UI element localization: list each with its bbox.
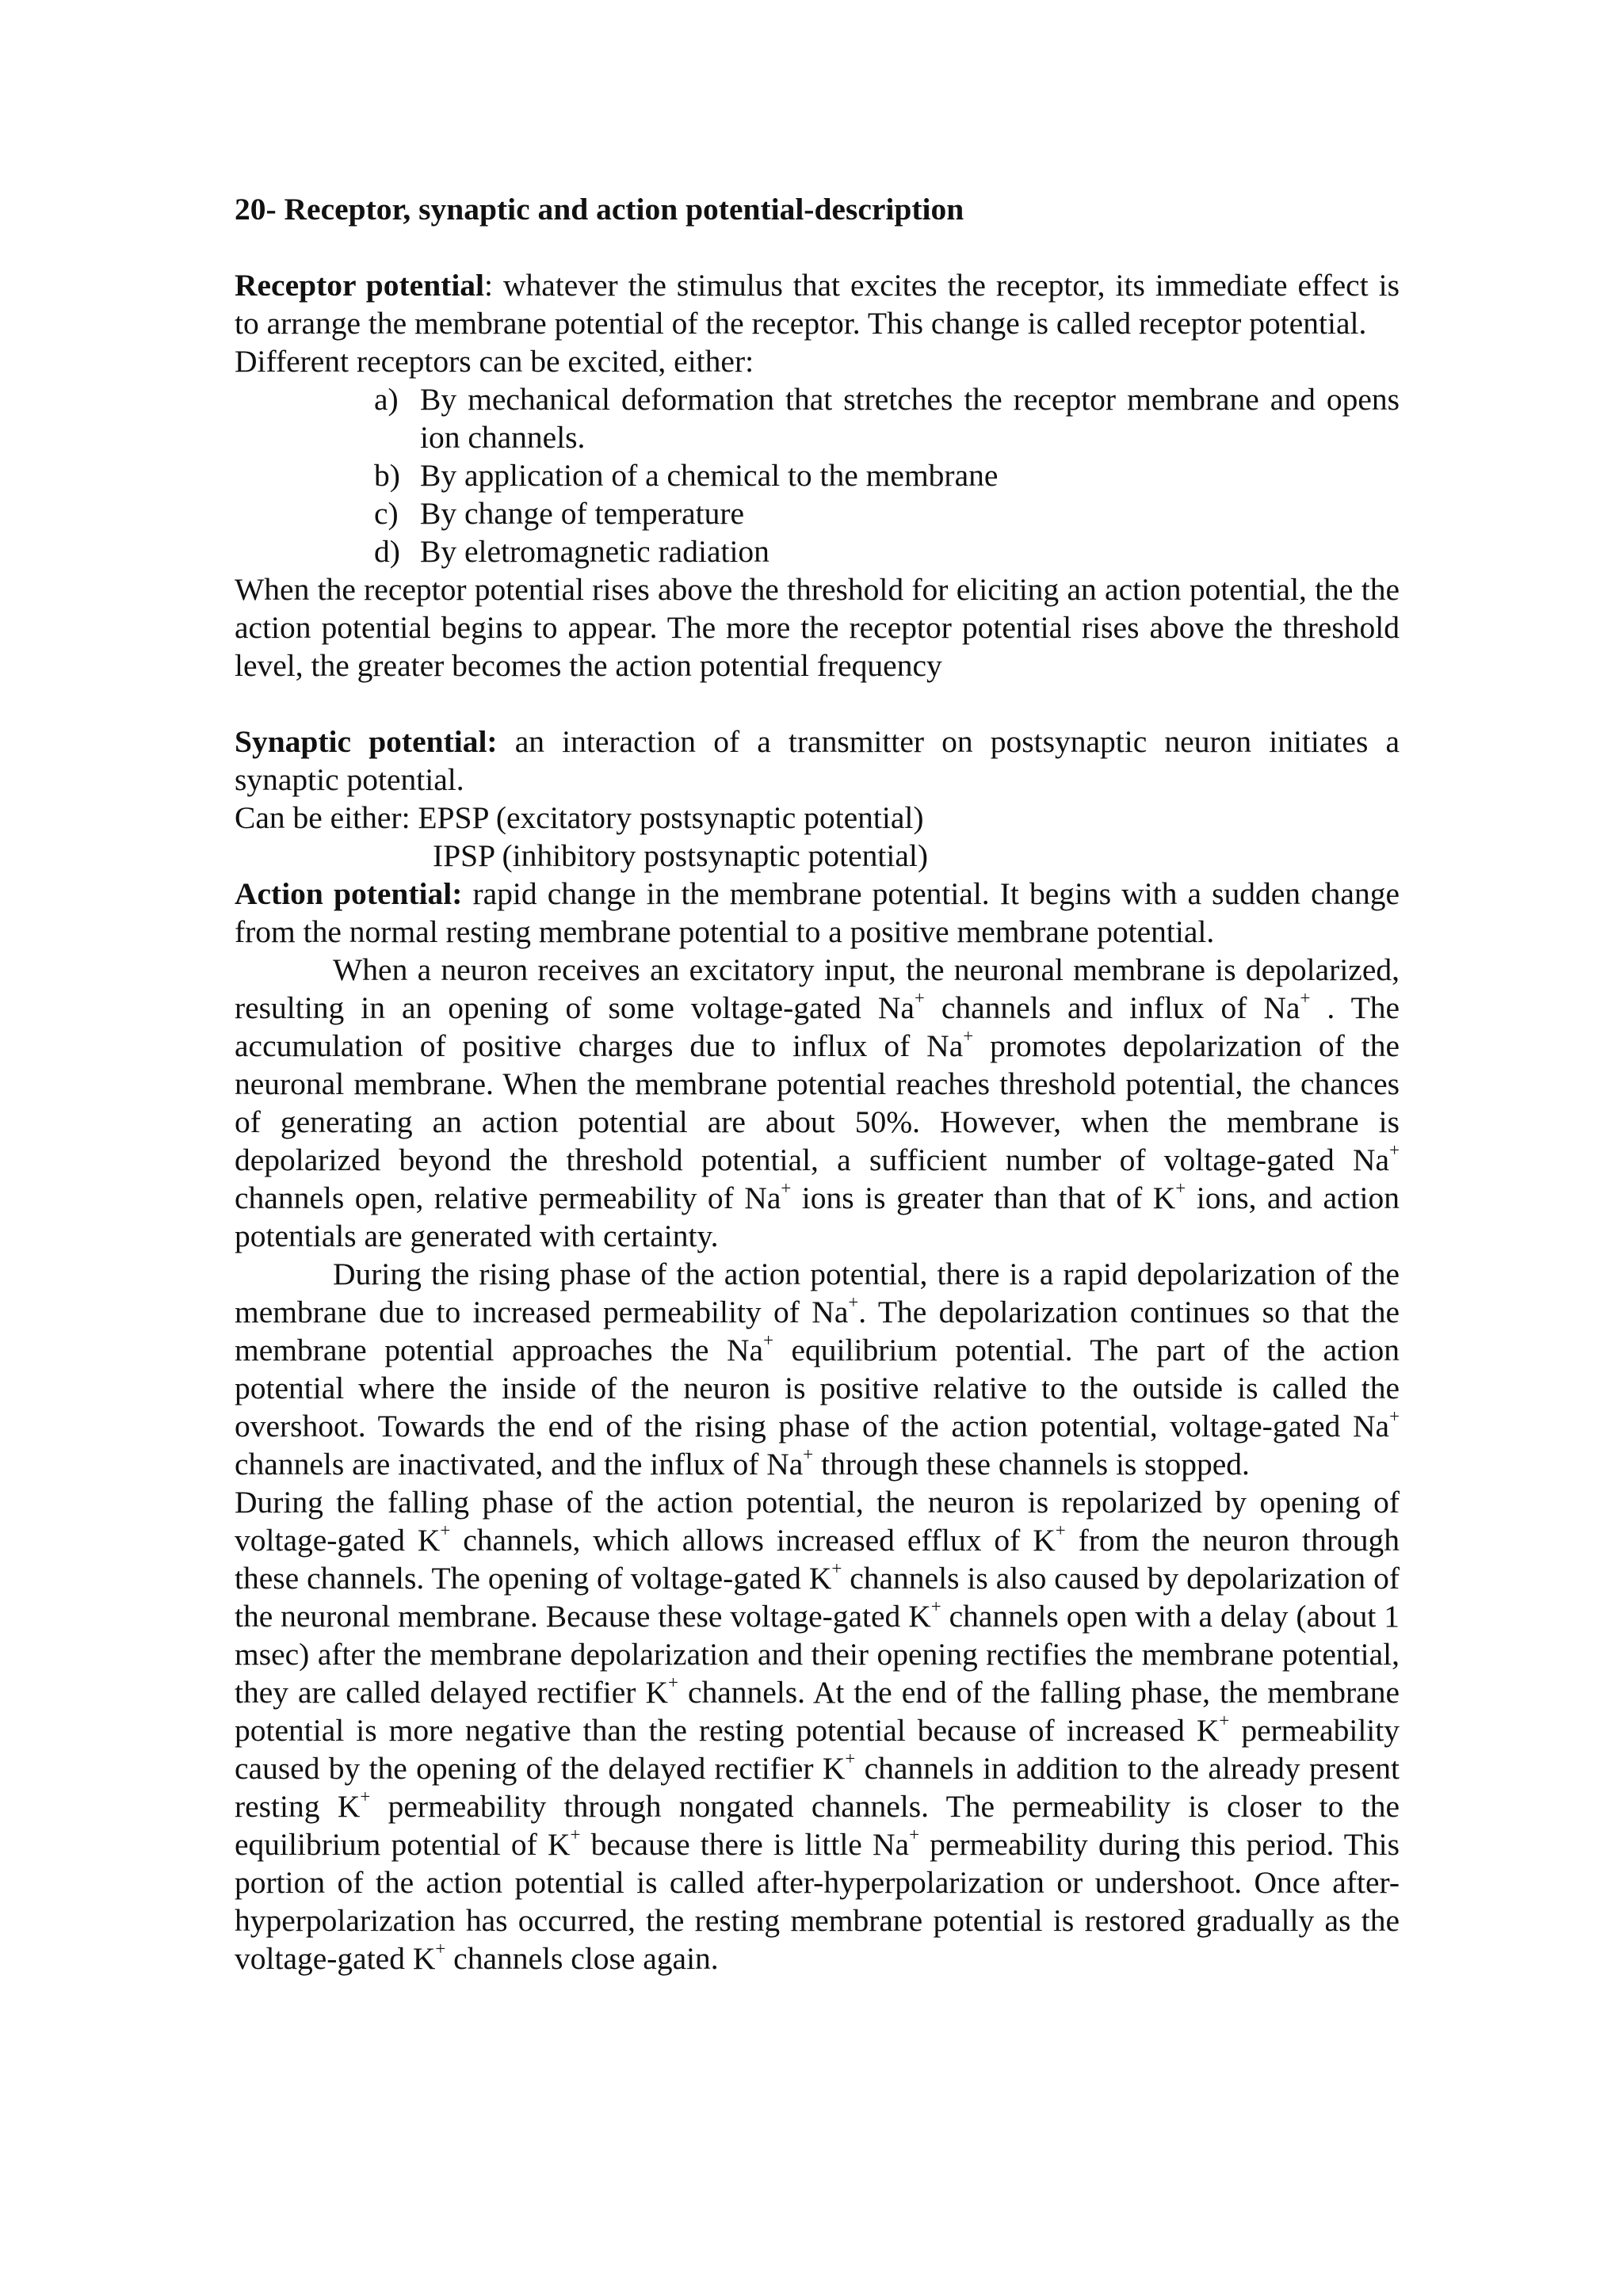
action-definition: Action potential: rapid change in the membrane potential. It begins with a sudden change from the normal resting membrane potential to a positive membrane potential. [235, 876, 1400, 949]
document-page [235, 190, 1400, 1978]
section-gap [235, 685, 1400, 723]
receptor-definition: Receptor potential: whatever the stimulus that excites the receptor, its immediate effect is to arrange the membrane potential of the receptor. This change is called receptor potential. [235, 268, 1400, 341]
synaptic-definition: Synaptic potential: an interaction of a transmitter on postsynaptic neuron initiates a synaptic potential. [235, 724, 1400, 797]
receptor-intro: Different receptors can be excited, either: [235, 344, 754, 379]
receptor-excitation-list [235, 380, 1400, 570]
synaptic-heading: Synaptic potential: [235, 724, 498, 759]
action-paragraph-2: During the rising phase of the action potential, there is a rapid depolarization of the membrane due to increased permeability of Na+. The depolarization continues so that the membrane potential approaches the Na+ equilibrium potential. The part of the action potential where the inside of the neuron is positive relative to the outside is called the overshoot. Towards the end of the rising phase of the action potential, voltage-gated Na+ channels are inactivated, and the influx of Na+ through these channels is stopped. [235, 1257, 1400, 1482]
action-paragraph-3: During the falling phase of the action potential, the neuron is repolarized by opening of voltage-gated K+ channels, which allows increased efflux of K+ from the neuron through these channels. The opening of voltage-gated K+ channels is also caused by depolarization of the neuronal membrane. Because these voltage-gated K+ channels open with a delay (about 1 msec) after the membrane depolarization and their opening rectifies the membrane potential, they are called delayed rectifier K+ channels. At the end of the falling phase, the membrane potential is more negative than the resting potential because of increased K+ permeability caused by the opening of the delayed rectifier K+ channels in addition to the already present resting K+ permeability through nongated channels. The permeability is closer to the equilibrium potential of K+ because there is little Na+ permeability during this period. This portion of the action potential is called after-hyperpolarization or undershoot. Once after-hyperpolarization has occurred, the resting membrane potential is restored gradually as the voltage-gated K+ channels close again. [235, 1485, 1400, 1976]
list-item: b) By application of a chemical to the membrane [374, 458, 999, 493]
synaptic-ipsp: IPSP (inhibitory postsynaptic potential) [433, 838, 929, 873]
list-item: d) By eletromagnetic radiation [374, 534, 769, 569]
action-paragraph-1: When a neuron receives an excitatory input, the neuronal membrane is depolarized, resulting in an opening of some voltage-gated Na+ channels and influx of Na+ . The accumulation of positive charges due to influx of Na+ promotes depolarization of the neuronal membrane. When the membrane potential reaches threshold potential, the chances of generating an action potential are about 50%. However, when the membrane is depolarized beyond the threshold potential, a sufficient number of voltage-gated Na+ channels open, relative permeability of Na+ ions is greater than that of K+ ions, and action potentials are generated with certainty. [235, 952, 1400, 1253]
receptor-closing: When the receptor potential rises above the threshold for eliciting an action potential, the the action potential begins to appear. The more the receptor potential rises above the threshold level, the greater becomes the action potential frequency [235, 572, 1400, 683]
receptor-heading: Receptor potential [235, 268, 485, 303]
list-item: c) By change of temperature [374, 496, 745, 531]
action-heading: Action potential: [235, 876, 463, 911]
list-item: a) By mechanical deformation that stretches the receptor membrane and opens ion channels. [374, 382, 1400, 455]
document-title: 20- Receptor, synaptic and action potential-description [235, 192, 964, 227]
synaptic-epsp: Can be either: EPSP (excitatory postsynaptic potential) [235, 800, 924, 835]
